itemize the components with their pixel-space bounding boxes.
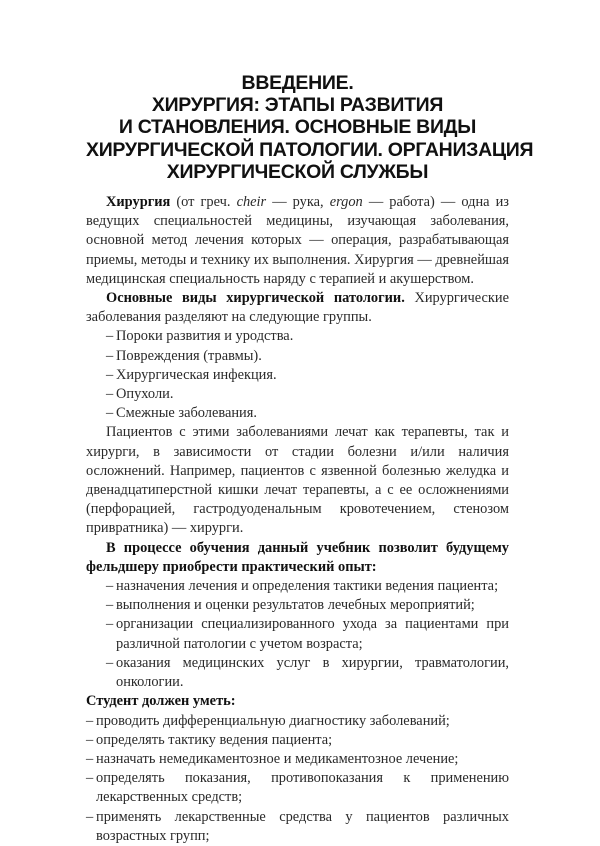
list-item: – организации специализированного ухода за пациентами при различной патологии с учетом возраста; [106,615,509,653]
list-item: – Пороки развития и уродства. [106,327,509,346]
list-item: – определять тактику ведения пациента; [86,731,509,750]
types-paragraph [86,289,509,327]
list-item: – проводить дифференциальную диагностику заболеваний; [86,712,509,731]
title-line: ХИРУРГИЧЕСКОЙ ПАТОЛОГИИ. ОРГАНИЗАЦИЯ [86,138,534,161]
intro-text: — рука, [266,194,330,211]
list-item: – Хирургическая инфекция. [106,366,509,385]
list-item: – оказания медицинских услуг в хирургии, травматологии, онкологии. [106,654,509,692]
title-line: ВВЕДЕНИЕ. [241,72,354,94]
experience-paragraph [86,539,509,577]
title-line: ХИРУРГИЧЕСКОЙ СЛУЖБЫ [166,160,429,183]
list-item: – выполнения и оценки результатов лечебных мероприятий; [106,596,509,615]
experience-list [86,577,509,692]
list-item: – Смежные заболевания. [106,404,509,423]
book-page [86,72,534,846]
greek-word: cheir [236,194,267,211]
treatment-paragraph: Пациентов с этими заболеваниями лечат как терапевты, так и хирурги, в зависимости от стадии болезни и/или наличия осложнений. Например, пациентов с язвенной болезнью желудка и двенадцатиперстной кишки лечат терапевты, а с ее осложнениями (перфорацией, гастродуоденальным кровотечением, стенозом привратника) — хирурги. [86,424,509,537]
intro-text: (от греч. [170,194,237,211]
term-surgery: Хирургия [106,194,171,211]
skills-list [86,712,509,846]
types-text: Хирургические заболевания разделяют на следующие группы. [86,290,509,326]
list-item: – Повреждения (травмы). [106,347,509,366]
title-line: ХИРУРГИЯ: ЭТАПЫ РАЗВИТИЯ [151,94,444,117]
list-item: – применять лекарственные средства у пациентов различных возрастных групп; [86,808,509,846]
title-line: И СТАНОВЛЕНИЯ. ОСНОВНЫЕ ВИДЫ [118,116,477,139]
pathology-types-list [86,327,509,423]
experience-heading: В процессе обучения данный учебник позволит будущему фельдшеру приобрести практический опыт: [86,539,509,575]
skills-heading: Студент должен уметь: [86,693,236,710]
list-item: – назначения лечения и определения тактики ведения пациента; [106,577,509,596]
list-item: – определять показания, противопоказания к применению лекарственных средств; [86,769,509,807]
list-item: – назначать немедикаментозное и медикаментозное лечение; [86,750,509,769]
intro-text: — работа) — одна из ведущих специальностей медицины, изучающая заболевания, основной метод лечения которых — операция, разрабатывающая приемы, методы и технику их выполнения. Хирургия — древнейшая медицинская специальность наряду с терапией и акушерством. [86,194,509,287]
intro-paragraph [86,193,509,289]
types-heading: Основные виды хирургической патологии. [106,290,405,307]
greek-word: ergon [329,194,363,211]
list-item: – Опухоли. [106,385,509,404]
chapter-title [86,72,534,183]
chapter-body [86,193,509,846]
skills-heading-paragraph [86,692,509,711]
